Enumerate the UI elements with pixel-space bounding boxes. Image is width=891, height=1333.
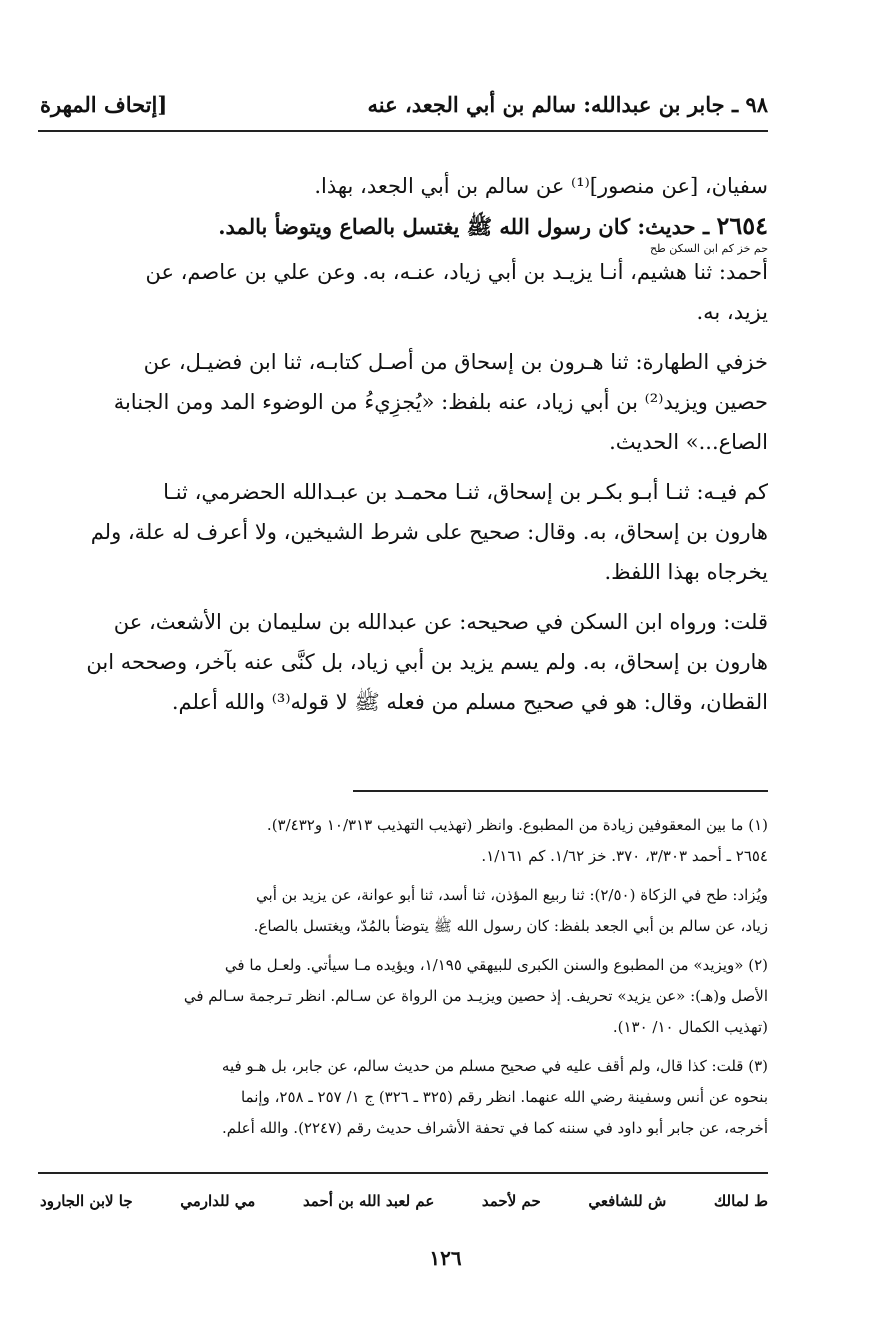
paragraph-ahmad <box>46 252 768 332</box>
header-divider <box>38 130 768 132</box>
paragraph-comment <box>46 602 768 722</box>
footnote-line: أخرجه، عن جابر أبو داود في سننه كما في تحفة الأشراف حديث رقم (٢٢٤٧). والله أعلم. <box>221 1119 768 1137</box>
text-line: قلت: ورواه ابن السكن في صحيحه: عن عبدالله بن سليمان بن الأشعث، عن <box>113 610 768 634</box>
footnote-line: الأصل و(هـ): «عن يزيد» تحريف. إذ حصين ويزيـد من الرواة عن سـالم. انظر تـرجمة سـالم في <box>183 987 768 1005</box>
text-line: أحمد: ثنا هشيم، أنـا يزيـد بن أبي زياد، عنـه، به. وعن علي بن عاصم، عن <box>145 260 768 284</box>
text-line: هارون بن إسحاق، به. وقال: صحيح على شرط الشيخين، ولا أعرف له علة، ولم <box>90 520 768 544</box>
main-text <box>46 166 768 732</box>
footnote-line: (تهذيب الكمال ١٠/ ١٣٠). <box>612 1018 768 1036</box>
text-line: حصين ويزيد⁽²⁾ بن أبي زياد، عنه بلفظ: «يُجزِيءُ من الوضوء المد ومن الجنابة <box>113 390 768 414</box>
text-line: كم فيـه: ثنـا أبـو بكـر بن إسحاق، ثنـا محمـد بن عبـدالله الحضرمي، ثنـا <box>163 480 768 504</box>
footnote-line: ٢٦٥٤ ـ أحمد ٣/٣٠٣، ٣٧٠. خز ١/٦٢. كم ١/١٦١. <box>481 847 768 865</box>
footnote-line: زياد، عن سالم بن أبي الجعد بلفظ: كان رسول الله ﷺ يتوضأ بالمُدّ، ويغتسل بالصاع. <box>253 917 768 935</box>
legend-item: حم لأحمد <box>481 1192 541 1210</box>
intro-line: سفيان، [عن منصور]⁽¹⁾ عن سالم بن أبي الجعد، بهذا. <box>314 174 768 198</box>
header-book-title: [إتحاف المهرة <box>40 91 168 117</box>
header-chapter-title: ٩٨ ـ جابر بن عبدالله: سالم بن أبي الجعد، عنه <box>367 91 768 117</box>
abbreviation-legend <box>40 1192 768 1210</box>
legend-divider <box>38 1172 768 1174</box>
legend-item: ط لمالك <box>713 1192 768 1210</box>
text-line: يخرجاه بهذا اللفظ. <box>604 560 768 584</box>
footnotes <box>46 810 768 1152</box>
footnote-3 <box>46 1051 768 1144</box>
footnote-line: (٢) «ويزيد» من المطبوع والسنن الكبرى للبيهقي ١/١٩٥، ويؤيده مـا سيأتي. ولعـل ما في <box>224 956 768 974</box>
legend-item: عم لعبد الله بن أحمد <box>302 1192 435 1210</box>
hadith-text: ـ حديث: كان رسول الله ﷺ يغتسل بالصاع ويتوضأ بالمد. <box>218 214 710 239</box>
paragraph-khuzaymah <box>46 342 768 462</box>
legend-item: جا لابن الجارود <box>40 1192 133 1210</box>
legend-item: ش للشافعي <box>588 1192 667 1210</box>
footnote-2 <box>46 950 768 1043</box>
text-line: خزفي الطهارة: ثنا هـرون بن إسحاق من أصـل كتابـه، ثنا ابن فضيـل، عن <box>143 350 768 374</box>
footnote-line: (٣) قلت: كذا قال، ولم أقف عليه في صحيح مسلم من حديث سالم، عن جابر، بل هـو فيه <box>221 1057 768 1075</box>
text-line: القطان، وقال: هو في صحيح مسلم من فعله ﷺ لا قوله⁽³⁾ والله أعلم. <box>171 690 768 714</box>
footnote-line: بنحوه عن أنس وسفينة رضي الله عنهما. انظر رقم (٣٢٥ ـ ٣٢٦) ج ١/ ٢٥٧ ـ ٢٥٨، وإنما <box>240 1088 768 1106</box>
footnote-divider <box>353 790 768 792</box>
text-line: هارون بن إسحاق، به. ولم يسم يزيد بن أبي زياد، بل كنَّى عنه بآخر، وصححه ابن <box>86 650 768 674</box>
footnote-additions <box>46 880 768 942</box>
text-line: الصاع...» الحديث. <box>609 430 768 454</box>
legend-item: مي للدارمي <box>180 1192 256 1210</box>
hadith-number: ٢٦٥٤ <box>716 211 768 240</box>
footnote-line: (١) ما بين المعقوفين زيادة من المطبوع. وانظر (تهذيب التهذيب ١٠/٣١٣ و٣/٤٣٢). <box>266 816 768 834</box>
hadith-heading <box>46 206 768 247</box>
footnote-line: ويُزاد: طح في الزكاة (٢/٥٠): ثنا ربيع المؤذن، ثنا أسد، ثنا أبو عوانة، عن يزيد بن أبي <box>256 886 768 904</box>
running-header <box>40 86 768 122</box>
paragraph-hakim <box>46 472 768 592</box>
page-number: ١٢٦ <box>429 1246 462 1270</box>
footnote-1 <box>46 810 768 872</box>
text-line: يزيد، به. <box>696 300 768 324</box>
source-abbreviations: حم خز كم ابن السكن طح <box>649 242 768 255</box>
